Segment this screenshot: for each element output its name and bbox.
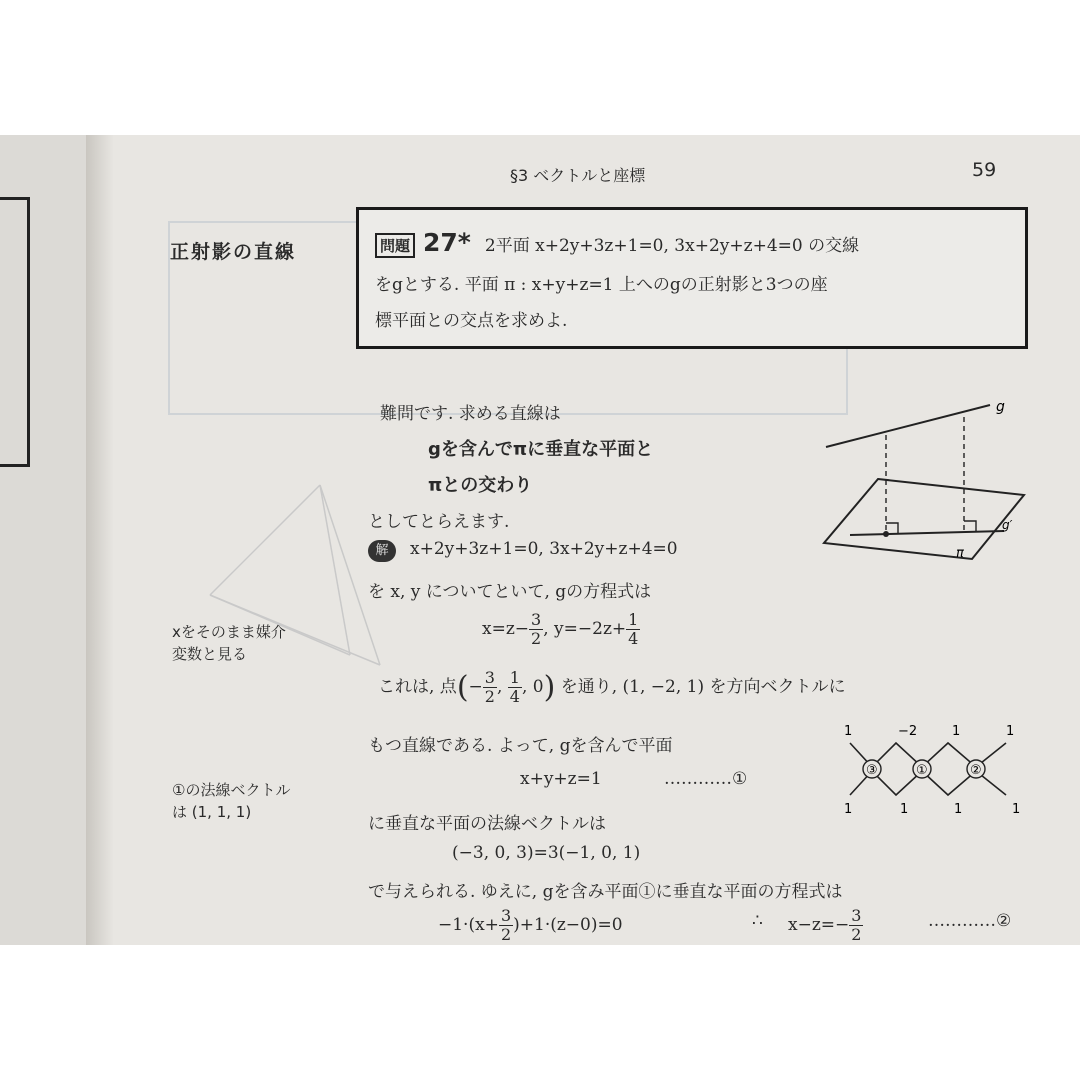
right-angle-1 [886, 523, 898, 533]
point-suffix: を通り, (1, −2, 1) を方向ベクトルに [560, 677, 846, 697]
g-x-fraction [529, 611, 543, 648]
final-dots: …………② [928, 911, 1012, 931]
point-c2 [508, 669, 522, 706]
g-label: g [996, 399, 1005, 415]
sidebar-title: 正射影の直線 [170, 241, 297, 263]
bottom-value-1: 1 [844, 802, 853, 817]
g-y-lhs: , y=−2z+ [543, 619, 627, 639]
node-1-label: ① [916, 763, 928, 778]
g-x-den: 2 [531, 629, 542, 648]
point-c2-den: 4 [509, 687, 520, 706]
bottom-value-2: 1 [900, 802, 909, 817]
bleed-through-sketch [200, 465, 410, 675]
g-x-lhs: x=z− [482, 619, 530, 639]
solution-system [368, 539, 678, 562]
g-equation [482, 611, 640, 648]
section-header: §3 ベクトルと座標 [510, 166, 646, 185]
solution-badge: 解 [368, 540, 396, 562]
normal-equation: (−3, 0, 3)=3(−1, 0, 1) [452, 843, 641, 863]
bottom-value-4: 1 [1012, 802, 1021, 817]
bottom-value-3: 1 [954, 802, 963, 817]
final-rhs [788, 907, 863, 944]
final-rhs-num: 3 [851, 906, 862, 925]
node-2-label: ② [970, 763, 982, 778]
given-line: で与えられる. ゆえに, gを含み平面①に垂直な平面の方程式は [368, 882, 843, 902]
point-prefix: これは, 点 [378, 677, 457, 697]
intro-bold-2: πとの交わり [428, 475, 533, 496]
right-angle-2 [964, 521, 976, 531]
intro-line-1: 難問です. 求める直線は [380, 404, 561, 424]
final-equation [438, 907, 623, 944]
point-c1 [483, 669, 497, 706]
problem-line-3: 標平面との交点を求めよ. [375, 311, 568, 331]
final-lhs: −1·(x+ [438, 915, 499, 935]
therefore-symbol: ∴ [752, 911, 763, 931]
problem-text-1: 2平面 x+2y+3z+1=0, 3x+2y+z+4=0 の交線 [484, 236, 860, 256]
top-value-4: 1 [1006, 724, 1015, 739]
g-y-num: 1 [628, 610, 639, 629]
normal-line: に垂直な平面の法線ベクトルは [368, 814, 606, 834]
g-x-num: 3 [531, 610, 542, 629]
solution-solve-line: を x, y についてといて, gの方程式は [368, 582, 652, 602]
page-number: 59 [972, 159, 997, 181]
side-note-2-line-2: は (1, 1, 1) [172, 803, 252, 821]
book-page-photo [0, 135, 1080, 945]
problem-line-1 [375, 228, 859, 258]
top-value-2: −2 [898, 724, 918, 739]
plane-pi [824, 479, 1024, 559]
plane-dots: …………① [664, 769, 748, 789]
g-y-fraction [626, 611, 640, 648]
point-line: これは, 点(− $\frac{3}{2}$ , $\frac{1}{4}$ , 0) を通り, (1, −2, 1) を方向ベクトルに [378, 668, 846, 706]
final-rhs-den: 2 [851, 925, 862, 944]
line-g-prime [850, 531, 1004, 535]
book-gutter [86, 135, 114, 945]
final-frac-den: 2 [500, 925, 512, 944]
pi-label: π [956, 546, 964, 561]
problem-label: 問題 [375, 233, 415, 258]
side-note-2-line-1: ①の法線ベクトル [172, 781, 291, 799]
final-frac [499, 907, 513, 944]
top-value-3: 1 [952, 724, 961, 739]
side-note-2 [172, 779, 290, 823]
plane-equation: x+y+z=1 [520, 769, 602, 789]
final-mid: )+1·(z−0)=0 [513, 915, 623, 935]
problem-box [356, 207, 1028, 349]
node-3-label: ③ [866, 763, 878, 778]
final-frac-num: 3 [500, 906, 512, 925]
final-rhs-frac [849, 907, 863, 944]
previous-page-box [0, 197, 30, 467]
projection-figure [812, 391, 1032, 571]
intro-bold-1: gを含んでπに垂直な平面と [428, 439, 654, 460]
g-prime-label: g′ [1002, 518, 1013, 532]
motsu-line: もつ直線である. よって, gを含んで平面 [368, 736, 673, 756]
cross-product-diagram [836, 715, 1036, 825]
problem-line-2: をgとする. 平面 π : x+y+z=1 上へのgの正射影と3つの座 [375, 275, 828, 295]
side-note-1-line-1: xをそのまま媒介 [172, 623, 286, 641]
previous-page [0, 135, 89, 945]
point-c2-num: 1 [509, 668, 520, 687]
g-y-den: 4 [628, 629, 639, 648]
problem-number: 27* [423, 228, 471, 257]
point-c1-num: 3 [484, 668, 495, 687]
point-c1-den: 2 [484, 687, 495, 706]
final-rhs-text: x−z=− [788, 915, 850, 935]
line-g [826, 405, 990, 447]
solution-system-eq: x+2y+3z+1=0, 3x+2y+z+4=0 [410, 539, 678, 559]
top-value-1: 1 [844, 724, 853, 739]
side-note-1-line-2: 変数と見る [172, 645, 248, 663]
foot-point-1 [883, 531, 889, 537]
intro-line-2: としてとらえます. [368, 512, 510, 532]
